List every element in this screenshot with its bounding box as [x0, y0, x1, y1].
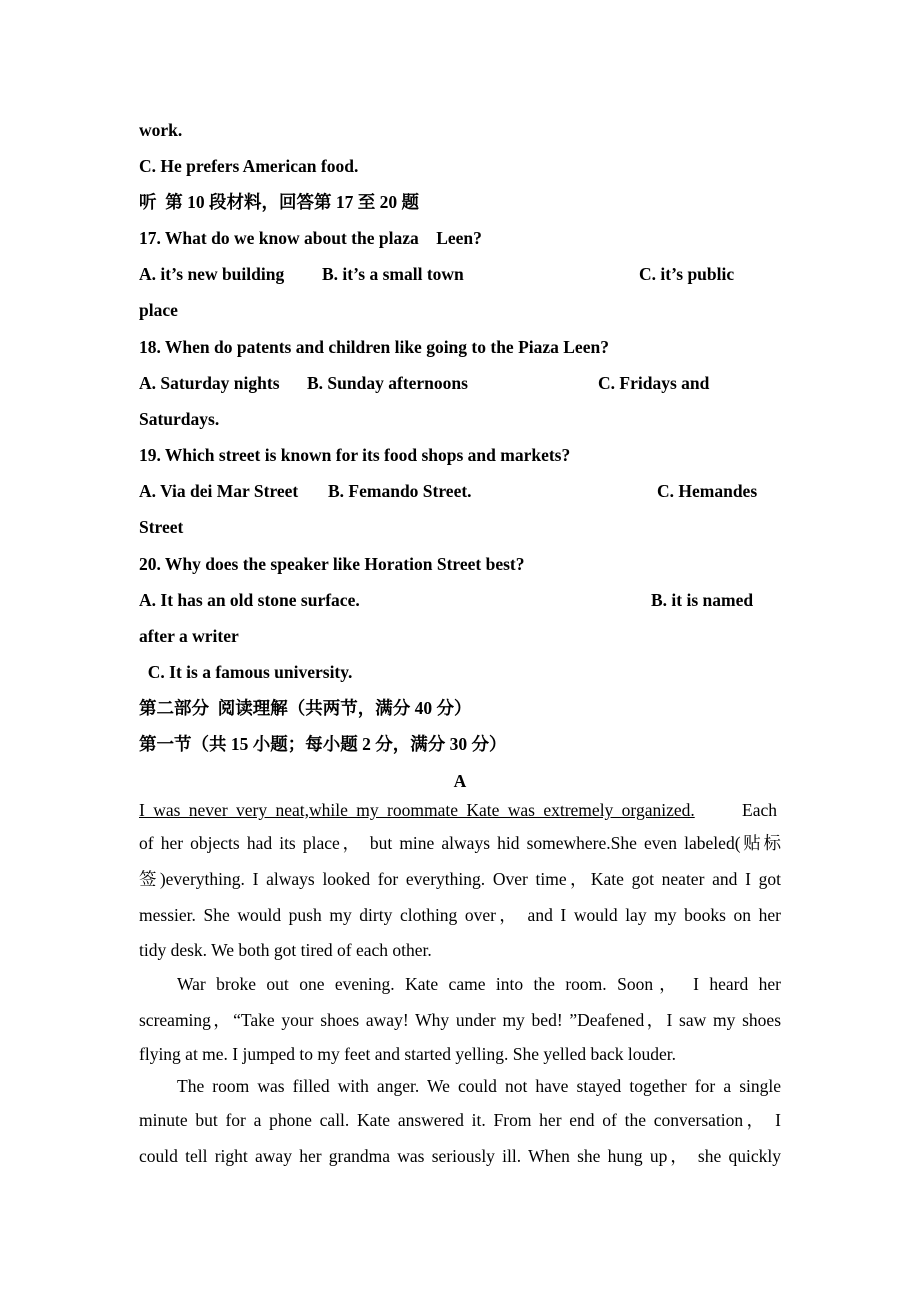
q19-option-a: A. Via dei Mar Street	[139, 481, 299, 501]
q18-option-b: B. Sunday afternoons	[307, 373, 468, 393]
q18-option-c: C. Fridays and	[598, 373, 710, 393]
passage-line: messier. She would push my dirty clothing over， and I would lay my books on her	[139, 905, 781, 925]
passage-line: screaming，“Take your shoes away! Why under my bed! ”Deafened，I saw my shoes	[139, 1010, 781, 1030]
q18-option-a: A. Saturday nights	[139, 373, 280, 393]
q18-option-c-cont: Saturdays.	[139, 409, 220, 429]
passage-line: minute but for a phone call. Kate answered it. From her end of the conversation， I	[139, 1110, 781, 1130]
part-title: 第二部分 阅读理解（共两节，满分 40 分）	[139, 698, 472, 718]
question-17: 17. What do we know about the plaza Leen?	[139, 228, 482, 248]
question-20: 20. Why does the speaker like Horation Street best?	[139, 554, 525, 574]
option-c: C. He prefers American food.	[139, 156, 359, 176]
q17-option-c-cont: place	[139, 300, 178, 320]
q17-option-b: B. it’s a small town	[322, 264, 464, 284]
passage-line: could tell right away her grandma was seriously ill. When she hung up， she quickly	[139, 1146, 781, 1166]
passage-line: War broke out one evening. Kate came into the room. Soon， I heard her	[177, 974, 781, 994]
q17-option-c: C. it’s public	[639, 264, 735, 284]
passage-label: A	[453, 771, 467, 791]
passage-line: of her objects had its place， but mine always hid somewhere.She even labeled(贴标	[139, 833, 781, 853]
q20-option-a: A. It has an old stone surface.	[139, 590, 360, 610]
question-19: 19. Which street is known for its food shops and markets?	[139, 445, 571, 465]
passage-line-underlined: I was never very neat,while my roommate Kate was extremely organized.	[139, 800, 695, 820]
passage-line: flying at me. I jumped to my feet and started yelling. She yelled back louder.	[139, 1044, 677, 1064]
q20-option-b-cont: after a writer	[139, 626, 239, 646]
passage-line: 签)everything. I always looked for everything. Over time，Kate got neater and I got	[139, 869, 781, 889]
q19-option-b: B. Femando Street.	[328, 481, 472, 501]
text-line: work.	[139, 120, 183, 140]
section-header: 听 第 10 段材料，回答第 17 至 20 题	[139, 192, 419, 212]
passage-line: tidy desk. We both got tired of each other.	[139, 940, 432, 960]
q19-option-c-cont: Street	[139, 517, 184, 537]
section-title: 第一节（共 15 小题；每小题 2 分，满分 30 分）	[139, 734, 507, 754]
question-18: 18. When do patents and children like going to the Piaza Leen?	[139, 337, 609, 357]
q19-option-c: C. Hemandes	[657, 481, 758, 501]
passage-line: Each	[742, 800, 777, 820]
passage-line: The room was filled with anger. We could not have stayed together for a single	[177, 1076, 781, 1096]
q17-option-a: A. it’s new building	[139, 264, 285, 284]
q20-option-c: C. It is a famous university.	[139, 662, 353, 682]
q20-option-b: B. it is named	[651, 590, 754, 610]
